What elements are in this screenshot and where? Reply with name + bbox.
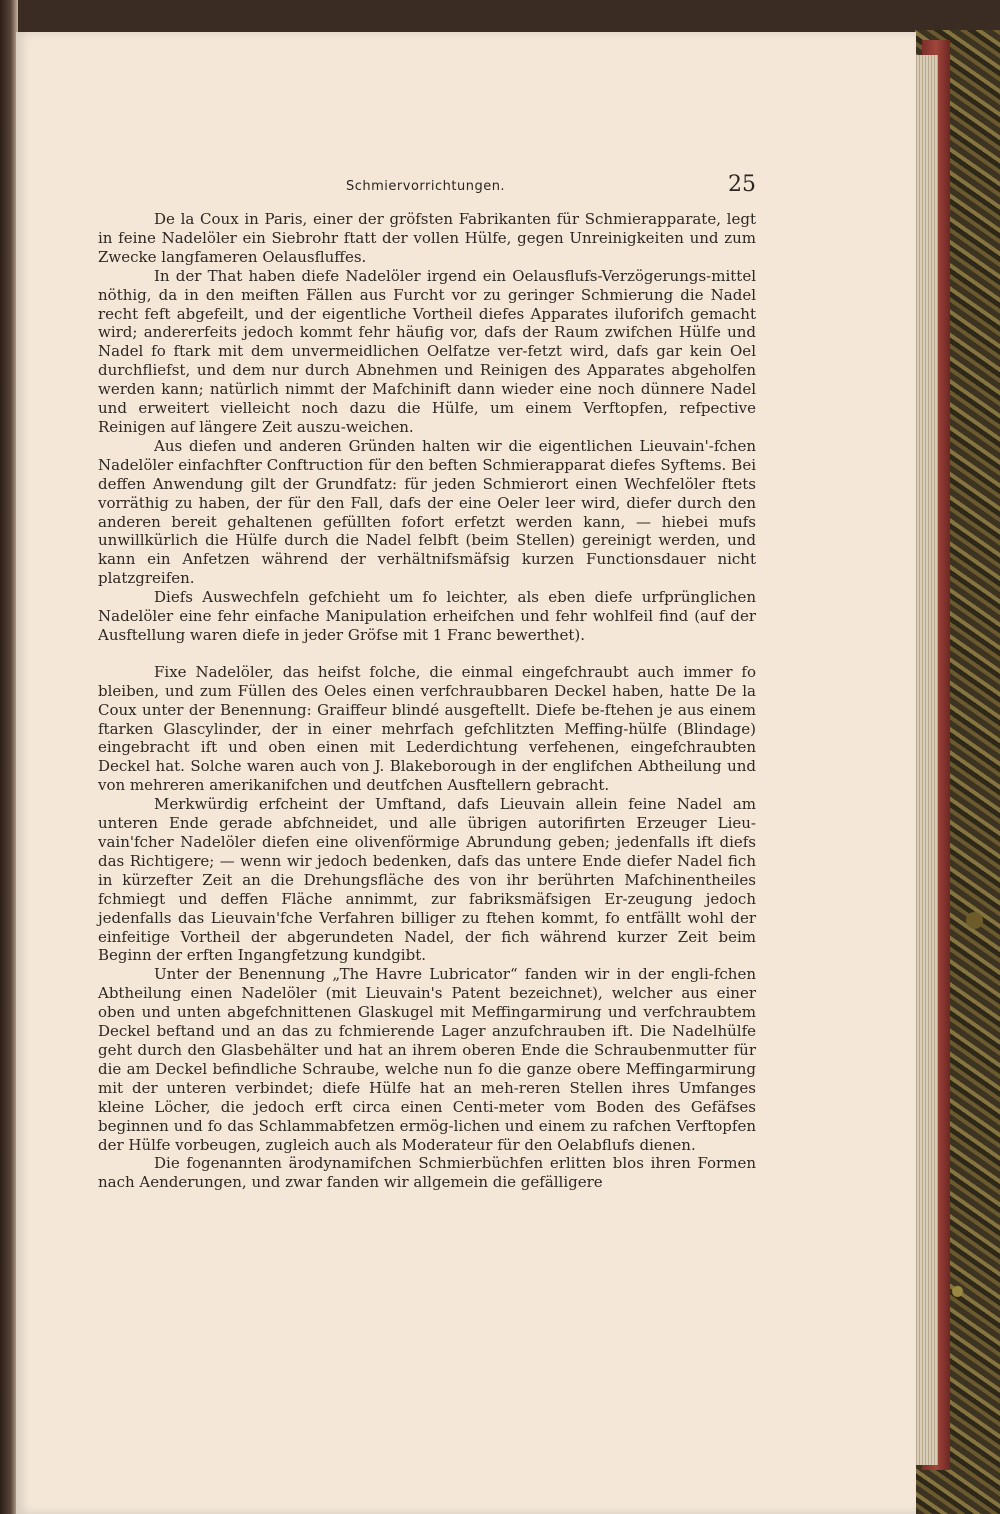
page-header (0, 172, 1000, 206)
paragraph: In der That haben diefe Nadelöler irgend ein Oelausflufs-Verzögerungs-mittel nöthig, da in den meiften Fällen aus Furcht vor zu geringer Schmierung die Nadel recht feft abgefeilt, und der eigentliche Vortheil diefes Apparates iluforifch gemacht wird; andererfeits jedoch kommt fehr häufig vor, dafs der Raum zwifchen Hülfe und Nadel fo ftark mit dem unvermeidlichen Oelfatze ver-fetzt wird, dafs gar kein Oel durchfliefst, und dem nur durch Abnehmen und Reinigen des Apparates abgeholfen werden kann; natürlich nimmt der Mafchinift dann wieder eine noch dünnere Nadel und erweitert vielleicht noch dazu die Hülfe, um einem Verftopfen, refpective Reinigen auf längere Zeit auszu-weichen. (98, 266, 756, 436)
paragraph: Fixe Nadelöler, das heifst folche, die einmal eingefchraubt auch immer fo bleiben, und zum Füllen des Oeles einen verfchraubbaren Deckel haben, hatte De la Coux unter der Benennung: Graiffeur blindé ausgeftellt. Diefe be-ftehen je aus einem ftarken Glascylinder, der in einer mehrfach gefchlitzten Meffing-hülfe (Blindage) eingebracht ift und oben einen mit Lederdichtung verfehenen, eingefchraubten Deckel hat. Solche waren auch von J. Blakeborough in der englifchen Abtheilung und von mehreren amerikanifchen und deutfchen Ausftellern gebracht. (98, 662, 756, 795)
running-title: Schmiervorrichtungen. (346, 179, 506, 194)
paragraph: De la Coux in Paris, einer der gröfsten Fabrikanten für Schmierapparate, legt in feine Nadelöler ein Siebrohr ftatt der vollen Hülfe, gegen Unreinigkeiten und zum Zwecke langfameren Oelausfluffes. (98, 210, 756, 266)
body-text (98, 210, 756, 1192)
paragraph: Unter der Benennung „The Havre Lubricator“ fanden wir in der engli-fchen Abtheilung einen Nadelöler (mit Lieuvain's Patent bezeichnet), welcher aus einer oben und unten abgefchnittenen Glaskugel mit Meffingarmirung und verfchraubtem Deckel beftand und an das zu fchmierende Lager anzufchrauben ift. Die Nadelhülfe geht durch den Glasbehälter und hat an ihrem oberen Ende die Schraubenmutter für die am Deckel befindliche Schraube, welche nun fo die ganze obere Meffingarmirung mit der unteren verbindet; diefe Hülfe hat an meh-reren Stellen ihres Umfanges kleine Löcher, die jedoch erft circa einen Centi-meter vom Boden des Gefäfses beginnen und fo das Schlammabfetzen ermög-lichen und einem zu rafchen Verftopfen der Hülfe vorbeugen, zugleich auch als Moderateur für den Oelabflufs dienen. (98, 965, 756, 1154)
paragraph: Diefs Auswechfeln gefchieht um fo leichter, als eben diefe urfprünglichen Nadelöler eine fehr einfache Manipulation erheifchen und fehr wohlfeil find (auf der Ausftellung waren diefe in jeder Gröfse mit 1 Franc bewerthet). (98, 588, 756, 644)
paragraph: Die fogenannten ärodynamifchen Schmierbüchfen erlitten blos ihren Formen nach Aenderungen, und zwar fanden wir allgemein die gefälligere (98, 1154, 756, 1192)
paragraph: Aus diefen und anderen Gründen halten wir die eigentlichen Lieuvain'-fchen Nadelöler einfachfter Conftruction für den beften Schmierapparat diefes Syftems. Bei deffen Anwendung gilt der Grundfatz: für jeden Schmierort einen Wechfelöler ftets vorräthig zu haben, der für den Fall, dafs der eine Oeler leer wird, diefer durch den anderen bereit gehaltenen gefüllten fofort erfetzt werden kann, — hiebei mufs unwillkürlich die Hülfe durch die Nadel felbft (beim Stellen) gereinigt werden, und kann ein Anfetzen während der verhältnifsmäfsig kurzen Functionsdauer nicht platzgreifen. (98, 436, 756, 588)
page-number: 25 (728, 172, 756, 197)
paragraph: Merkwürdig erfcheint der Umftand, dafs Lieuvain allein feine Nadel am unteren Ende gerade abfchneidet, und alle übrigen autorifirten Erzeuger Lieu-vain'fcher Nadelöler diefen eine olivenförmige Abrundung geben; jedenfalls ift diefs das Richtigere; — wenn wir jedoch bedenken, dafs das untere Ende diefer Nadel fich in kürzefter Zeit an die Drehungsfläche des von ihr berührten Mafchinentheiles fchmiegt und deffen Fläche annimmt, zur fabriksmäfsigen Er-zeugung jedoch jedenfalls das Lieuvain'fche Verfahren billiger zu ftehen kommt, fo entfällt wohl der einfeitige Vortheil der abgerundeten Nadel, der fich während kurzer Zeit beim Beginn der erften Ingangfetzung kundgibt. (98, 795, 756, 965)
